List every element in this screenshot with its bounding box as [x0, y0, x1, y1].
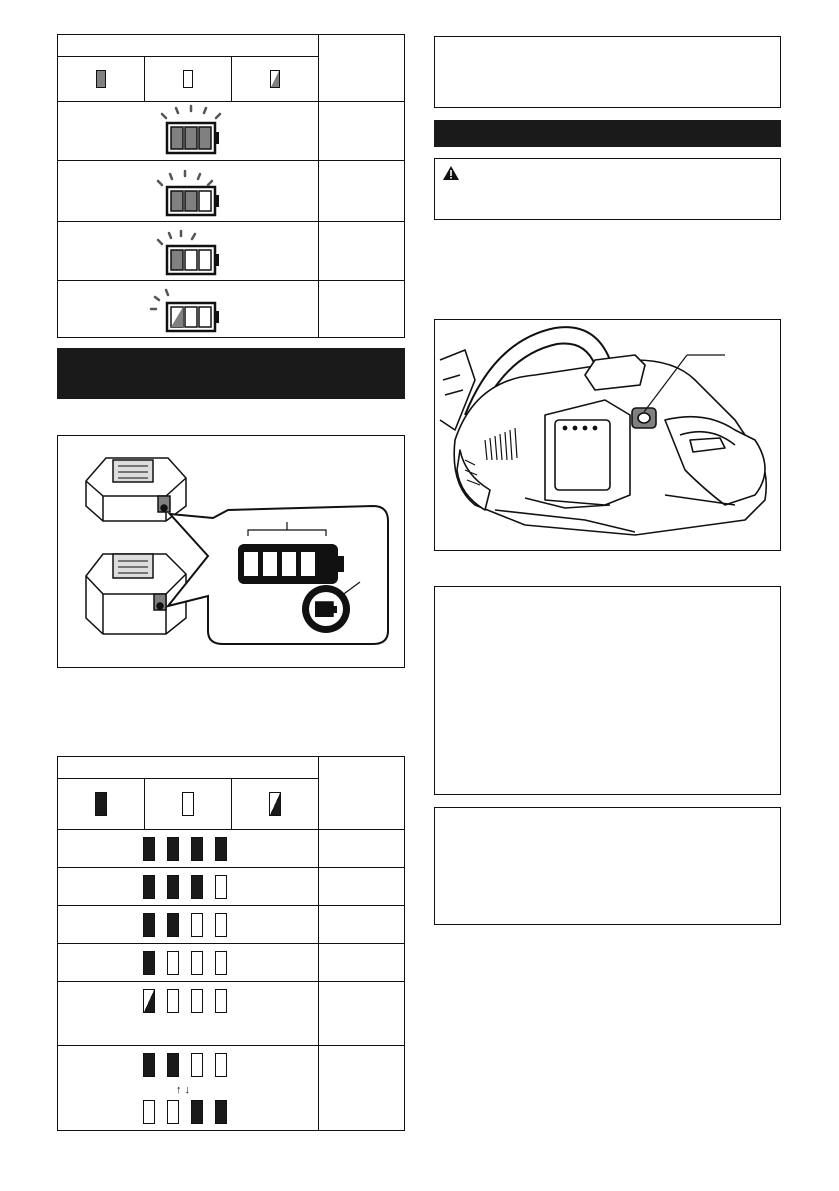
indicator-segment-on: [215, 837, 227, 861]
four-segment-indicator-icon: [238, 544, 344, 584]
table1-row-1-value: [319, 102, 405, 161]
table2-row-5-value: [319, 982, 405, 1046]
indicator-segment-on: [167, 913, 179, 937]
segment-pattern: [58, 868, 318, 905]
indicator-segment-off: [215, 951, 227, 975]
indicator-segment-on: [215, 1100, 227, 1124]
legend2-blink: [231, 779, 318, 830]
table2-row-2: [58, 868, 319, 906]
table1-row-4: [58, 281, 319, 338]
indicator-lit-icon: [95, 792, 107, 816]
battery-pack-large-icon: [86, 554, 186, 634]
indicator-segment-on: [167, 1053, 179, 1077]
battery-lit-1-icon: [58, 222, 318, 280]
segment-pattern: [58, 1046, 318, 1083]
table2-row-2-value: [319, 868, 405, 906]
note-box-middle: [434, 586, 781, 795]
legend-blink: [232, 57, 319, 102]
indicator-segment-off: [191, 913, 203, 937]
segment-pattern-alt: [58, 1097, 318, 1127]
segment-pattern: [58, 906, 318, 943]
indicator-segment-off: [167, 1100, 179, 1124]
warning-triangle-icon: [442, 165, 460, 181]
table1-row-4-value: [319, 281, 405, 338]
battery-lit-2-icon: [58, 161, 318, 221]
indicator-segment-off: [215, 913, 227, 937]
battery-pack-small-icon: [86, 458, 186, 521]
segment-pattern: [58, 944, 318, 981]
indicator-table-2: [57, 756, 405, 1131]
table2-row-6: [58, 1046, 319, 1131]
indicator-segment-half: [143, 989, 155, 1013]
chainsaw-figure: [434, 319, 781, 551]
indicator-blinking-icon: [270, 70, 280, 88]
indicator-blinking-icon: [269, 792, 281, 816]
legend2-off: [145, 779, 231, 830]
battery-lit-3-icon: [58, 102, 318, 160]
legend-off: [145, 57, 232, 102]
chainsaw-illustration-icon: [435, 320, 780, 550]
table2-row-6-value: [319, 1046, 405, 1131]
table1-row-3: [58, 222, 319, 281]
table2-header-remaining: [319, 757, 405, 830]
table2-row-1: [58, 830, 319, 868]
table2-row-3: [58, 906, 319, 944]
indicator-segment-on: [143, 951, 155, 975]
indicator-segment-on: [167, 837, 179, 861]
indicator-segment-off: [167, 989, 179, 1013]
indicator-segment-on: [167, 875, 179, 899]
table1-row-2: [58, 161, 319, 222]
battery-figure: [57, 435, 405, 668]
table1-row-1: [58, 102, 319, 161]
table2-row-4-value: [319, 944, 405, 982]
table2-header: [58, 757, 319, 779]
indicator-off-icon: [182, 792, 194, 816]
table2-row-1-value: [319, 830, 405, 868]
table2-row-4: [58, 944, 319, 982]
battery-blinking-icon: [58, 281, 318, 337]
indicator-segment-off: [215, 1053, 227, 1077]
legend-lit: [58, 57, 145, 102]
indicator-segment-on: [191, 837, 203, 861]
indicator-segment-off: [215, 989, 227, 1013]
section-heading-bar-left: [57, 348, 405, 399]
indicator-segment-on: [191, 1100, 203, 1124]
indicator-segment-off: [191, 1053, 203, 1077]
legend2-lit: [58, 779, 145, 830]
battery-illustration: [58, 436, 404, 667]
segment-pattern: [58, 830, 318, 867]
alternating-arrows: ↑ ↓: [176, 1084, 191, 1096]
indicator-segment-off: [167, 951, 179, 975]
indicator-segment-on: [143, 875, 155, 899]
indicator-segment-off: [191, 951, 203, 975]
table1-row-3-value: [319, 222, 405, 281]
section-heading-bar-right: [434, 120, 781, 147]
indicator-off-icon: [183, 70, 193, 88]
indicator-table-1: [57, 34, 405, 338]
indicator-segment-on: [143, 1053, 155, 1077]
note-box-top: [434, 36, 781, 108]
indicator-segment-off: [143, 1100, 155, 1124]
indicator-segment-on: [191, 875, 203, 899]
indicator-segment-off: [215, 875, 227, 899]
segment-pattern: [58, 982, 318, 1019]
table2-row-3-value: [319, 906, 405, 944]
indicator-lit-icon: [96, 70, 106, 88]
indicator-segment-off: [191, 989, 203, 1013]
note-box-bottom: [434, 807, 781, 925]
table2-row-5: [58, 982, 319, 1046]
table1-header: [58, 35, 319, 57]
table1-row-2-value: [319, 161, 405, 222]
table1-header-remaining: [319, 35, 405, 102]
indicator-segment-on: [143, 913, 155, 937]
warning-box: [434, 158, 781, 220]
indicator-segment-on: [143, 837, 155, 861]
